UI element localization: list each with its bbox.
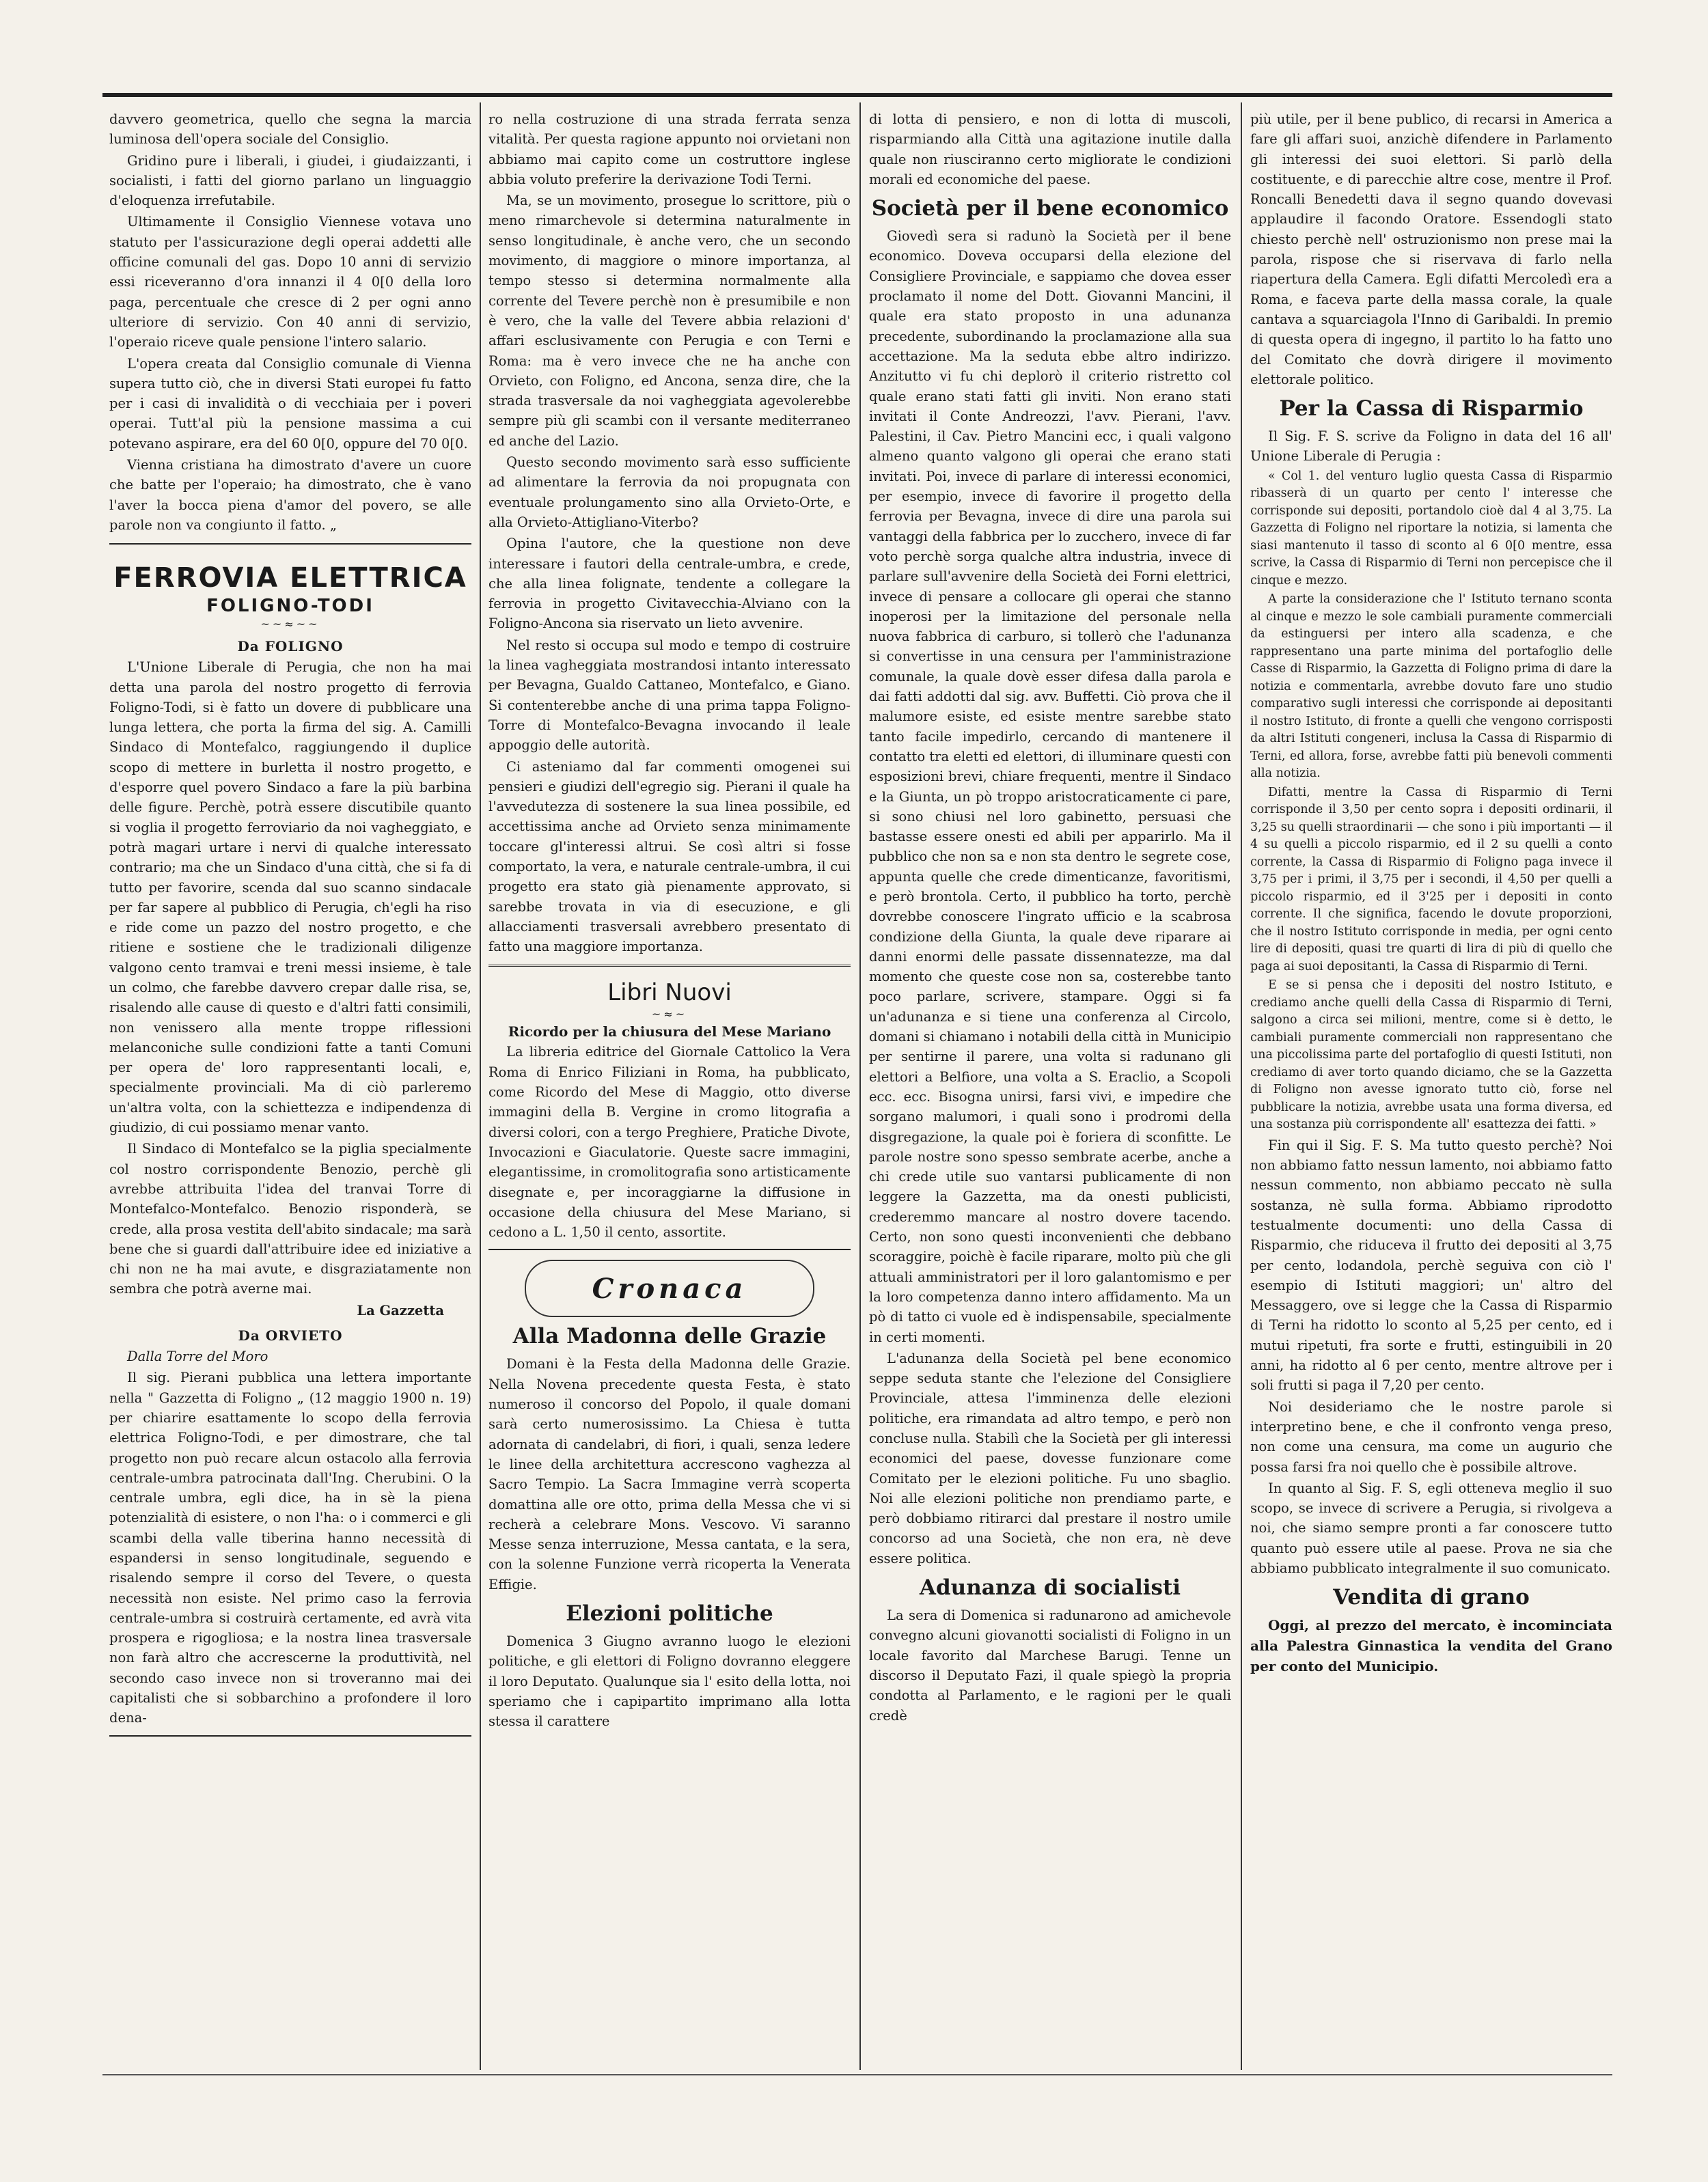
dateline-orvieto: Da ORVIETO (238, 1327, 343, 1344)
column-4 (1250, 109, 1612, 2063)
quoted-paragraph: Difatti, mentre la Cassa di Risparmio di Terni corrisponde il 3,50 per cento sopra i depositi ordinarii, il 3,25 su quelli straordinarii — che sono i più importanti — il 4 su quelli a piccolo risparmio, ed il 2 su quelli a conto corrente, la Cassa di Risparmio di Foligno paga invece il 3,75 per i primi, il 3,75 per i secondi, il 4,50 per quelli a piccolo risparmio, ed il 3'25 per i depositi in conto corrente. Il che significa, facendo le dovute proporzioni, che il nostro Istituto corrisponde in media, per ogni cento lire di depositi, quasi tre quarti di lira di più di quello che paga ai suoi depositanti, la Cassa di Risparmio di Terni. (1250, 785, 1612, 973)
paragraph: Questo secondo movimento sarà esso sufficiente ad alimentare la ferrovia da noi propugnata con eventuale prolungamento sino alla Orvieto-Orte, e alla Orvieto-Attigliano-Viterbo? (488, 454, 851, 530)
paragraph: Il sig. Pierani pubblica una lettera importante nella " Gazzetta di Foligno „ (12 maggio 1900 n. 19) per chiarire esattamente lo scopo della ferrovia elettrica Foligno-Todi, e per dimostrare, che tal progetto non può recare alcun ostacolo alla ferrovia centrale-umbra patrocinata dall'Ing. Cherubini. O la centrale umbra, egli dice, ha in sè la piena potenzialità di esistere, o non l'ha: o i commerci e gli scambi della valle tiberina hanno necessità di espandersi in senso longitudinale, seguendo e risalendo sempre il corso del Tevere, o questa necessità non esiste. Nel primo caso la ferrovia centrale-umbra si costruirà certamente, ed avrà vita prospera e rigogliosa; e la nostra linea trasversale non farà altro che accrescerne la produttività, nel secondo caso invece non si troveranno mai dei capitalisti che si sobbarchino a profondere il loro dena- (109, 1370, 471, 1726)
article-ferrovia (109, 543, 471, 1736)
paragraph: In quanto al Sig. F. S, egli otteneva meglio il suo scopo, se invece di scrivere a Perugia, si rivolgeva a noi, che siamo sempre pronti a far conoscere tutto quanto può essere utile al paese. Prova ne sia che abbiamo pubblicato integralmente il suo comunicato. (1250, 1480, 1612, 1576)
paragraph: Gridino pure i liberali, i giudei, i giudaizzanti, i socialisti, i fatti del giorno parlano un linguaggio d'eloquenza irrefutabile. (109, 152, 471, 209)
paragraph: Ma, se un movimento, prosegue lo scrittore, più o meno rimarchevole si determina naturalmente in senso longitudinale, è anche vero, che un secondo movimento, di maggiore o minore importanza, al tempo stesso si determina normalmente alla corrente del Tevere perchè non è presumibile e non è vero, che la valle del Tevere abbia relazioni d' affari esclusivamente con Perugia e con Terni e Roma: ma è vero invece che ne ha anche con Orvieto, con Foligno, ed Ancona, senza dire, che la strada trasversale da noi vagheggiata agevolerebbe sempre più gli scambi con il versante mediterraneo ed anche del Lazio. (488, 193, 851, 449)
signature: La Gazzetta (357, 1302, 444, 1318)
headline-madonna: Alla Madonna delle Grazie (512, 1324, 827, 1349)
dateline-foligno: Da FOLIGNO (237, 638, 344, 655)
paragraph: Oggi, al prezzo del mercato, è incominciata alla Palestra Ginnastica la vendita del Grano per conto del Municipio. (1250, 1617, 1612, 1675)
paragraph: Nel resto si occupa sul modo e tempo di costruire la linea vagheggiata mostrandosi intanto interessato per Bevagna, Gualdo Cattaneo, Montefalco, e Giano. Si contenterebbe anche di una prima tappa Foligno-Torre di Montefalco-Bevagna invocando il leale appoggio delle autorità. (488, 637, 851, 754)
subtitle-torre: Dalla Torre del Moro (127, 1349, 268, 1365)
headline-vendita: Vendita di grano (1333, 1585, 1530, 1610)
paragraph: Il Sig. F. S. scrive da Foligno in data del 16 all' Unione Liberale di Perugia : (1250, 428, 1612, 465)
paragraph: Opina l'autore, che la questione non deve interessare i fautori della centrale-umbra, e crede, che alla linea folignate, tendente a collegare la ferrovia in progetto Civitavecchia-Alviano con la Foligno-Ancona sia riservato un lieto avvenire. (488, 536, 851, 632)
bottom-rule (102, 2074, 1612, 2075)
top-rule (102, 93, 1612, 97)
paragraph: Vienna cristiana ha dimostrato d'avere un cuore che batte per l'operaio; ha dimostrato, che è vano l'aver la bocca piena d'amor del povero, se alle parole non va congiunto il fatto. „ (109, 457, 471, 533)
headline-adunanza: Adunanza di socialisti (919, 1575, 1181, 1601)
paragraph: davvero geometrica, quello che segna la marcia luminosa dell'opera sociale del Consiglio. (109, 111, 471, 148)
paragraph: Il Sindaco di Montefalco se la piglia specialmente col nostro corrispondente Benozio, perchè gli avrebbe attribuita l'idea del tranvai Torre di Montefalco-Montefalco. Benozio risponderà, se crede, alla prosa vestita dell'abito sindacale; ma sarà bene che si guardi dall'attribuire idee ed iniziative a chi non ne ha mai avute, e disgraziatamente non sembra che potrà averne mai. (109, 1141, 471, 1297)
column-2 (488, 109, 851, 2063)
ornament-divider: ~~≈~~ (260, 618, 320, 631)
column-3 (869, 109, 1231, 2063)
column-1 (109, 109, 471, 2063)
paragraph: ro nella costruzione di una strada ferrata senza vitalità. Per questa ragione appunto noi orvietani non abbiamo mai capito come un costruttore inglese abbia voluto preferire la derivazione Todi Terni. (488, 111, 851, 187)
article-libri (488, 965, 851, 1250)
quoted-paragraph: « Col 1. del venturo luglio questa Cassa di Risparmio ribasserà di un quarto per cento l' interesse che corrisponde sui depositi, portandolo cioè dal 4 al 3,75. La Gazzetta di Foligno nel riportare la notizia, si lamenta che siasi mantenuto il tasso di sconto al 6 0[0 mentre, essa scrive, la Cassa di Risparmio di Terni non percepisce che il cinque e mezzo. (1250, 469, 1612, 588)
paragraph: L'Unione Liberale di Perugia, che non ha mai detta una parola del nostro progetto di ferrovia Foligno-Todi, si è fatto un dovere di pubblicare una lunga lettera, che porta la firma del sig. A. Camilli Sindaco di Montefalco, raggiungendo il duplice scopo di mettere in burletta il nostro progetto, e d'esporre quel povero Sindaco a fare la più barbina delle figure. Perchè, potrà essere discutibile quanto si voglia il progetto ferroviario da noi vagheggiato, e potrà magari urtare i nervi di qualche interessato contrario; ma che un Sindaco d'una città, che si fa di tutto per favorire, scenda dal suo scanno sindacale per far sapere al pubblico di Perugia, ch'egli ha riso e ride come un pazzo del nostro progetto, e che ritiene e sostiene che le tradizionali diligenze valgono cento tramvai e treni messi insieme, è tale un colmo, che farebbe davvero crepar dalle risa, se, risalendo alle cause di questo e d'altri fatti consimili, non venissero alla mente troppe riflessioni melanconiche sulle condizioni fatte a tanti Comuni per opera de' loro rappresentanti locali, e, specialmente provinciali. Ma di ciò parleremo un'altra volta, con la schiettezza e indipendenza di giudizio, di cui possiamo menar vanto. (109, 659, 471, 1136)
paragraph: Domenica 3 Giugno avranno luogo le elezioni politiche, e gli elettori di Foligno dovranno eleggere il loro Deputato. Qualunque sia l' esito della lotta, noi speriamo che i capipartito imprimano alla lotta stessa il carattere (488, 1633, 851, 1730)
subheadline-ricordo: Ricordo per la chiusura del Mese Mariano (508, 1023, 831, 1040)
quoted-paragraph: A parte la considerazione che l' Istituto ternano sconta al cinque e mezzo le sole cambiali puramente commerciali da estinguersi per intero alla scadenza, e che rappresentano una parte minima del portafoglio delle Casse di Risparmio, la Gazzetta di Foligno prima di dare la notizia e commentarla, avrebbe dovuto fare uno studio comparativo sugli interessi che corrisponde ai depositanti il nostro Istituto, di fronte a quelli che vengono corrisposti da altri Istituti congeneri, inclusa la Cassa di Risparmio di Terni, ed allora, forse, avrebbe fatti più benevoli commenti alla notizia. (1250, 592, 1612, 781)
paragraph: L'opera creata dal Consiglio comunale di Vienna supera tutto ciò, che in diversi Stati europei fu fatto per i casi di invalidità o di vecchiaia per i poveri operai. Tutt'al più la pensione massima a cui potevano aspirare, era del 60 0[0, oppure del 70 0[0. (109, 355, 471, 452)
column-divider (1241, 102, 1242, 2070)
paragraph: Ultimamente il Consiglio Viennese votava uno statuto per l'assicurazione degli operai addetti alle officine comunali del gas. Dopo 10 anni di servizio essi riceveranno d'ora innanzi il 4 0[0 della loro paga, percentuale che cresce di 2 per ogni anno ulteriore di servizio. Con 40 anni di servizio, l'operaio riceve quale pensione l'intero salario. (109, 214, 471, 350)
paragraph: L'adunanza della Società pel bene economico seppe seduta stante che l'elezione del Consigliere Provinciale, attesa l'imminenza delle elezioni politiche, era rimandata ad altro tempo, e però non concluse nulla. Stabilì che la Società per gli interessi economici del paese, dovesse funzionare come Comitato per le elezioni politiche. Fu uno sbaglio. Noi alle elezioni politiche non prendiamo parte, e però dobbiamo ritirarci dal prestare il nostro umile concorso ad una Società, che non era, nè deve essere politica. (869, 1350, 1231, 1566)
paragraph: La libreria editrice del Giornale Cattolico la Vera Roma di Enrico Filiziani in Roma, ha pubblicato, come Ricordo del Mese di Maggio, otto diverse immagini della B. Vergine in cromo litografia a diversi colori, con a tergo Preghiere, Pratiche Divote, Invocazioni e Giaculatorie. Queste sacre immagini, elegantissime, in cromolitografia sono artisticamente disegnate e, per incoraggiarne la diffusione in occasione della chiusura del Mese Mariano, si cedono a L. 1,50 il cento, assortite. (488, 1044, 851, 1241)
paragraph: La sera di Domenica si radunarono ad amichevole convegno alcuni giovanotti socialisti di Foligno in un locale favorito dal Marchese Barugi. Tenne un discorso il Deputato Fazi, il quale spiegò la propria condotta al Parlamento, e le ragioni per le quali credè (869, 1607, 1231, 1724)
paragraph: Noi desideriamo che le nostre parole si interpretino bene, e che il confronto venga preso, non come una censura, ma come un augurio che possa farsi fra noi quello che è possibile altrove. (1250, 1398, 1612, 1475)
column-divider (480, 102, 481, 2070)
subheadline-foligno-todi: FOLIGNO-TODI (206, 596, 374, 617)
ornament-divider: ~≈~ (651, 1008, 688, 1021)
paragraph: di lotta di pensiero, e non di lotta di muscoli, risparmiando alla Città una agitazione inutile dalla quale non riusciranno certo migliorate le condizioni morali ed economiche del paese. (869, 111, 1231, 187)
paragraph: Domani è la Festa della Madonna delle Grazie. Nella Novena precedente questa Festa, è stato numeroso il concorso del Popolo, il quale domani sarà certo numerosissimo. La Chiesa è tutta adornata di candelabri, di fiori, i quali, senza ledere le linee della architettura accrescono vaghezza al Sacro Tempio. La Sacra Immagine verrà scoperta domattina alle ore otto, prima della Messa che vi si recherà a celebrare Mons. Vescovo. Vi saranno Messe senza interruzione, Messa cantata, e la sera, con la solenne Funzione verrà ricoperta la Venerata Effigie. (488, 1356, 851, 1592)
cronaca-banner: Cronaca (525, 1260, 814, 1317)
paragraph: Giovedì sera si radunò la Società per il bene economico. Doveva occuparsi della elezione del Consigliere Provinciale, e sappiamo che dovea esser proclamato il nome del Dott. Giovanni Mancini, il quale era stato proposto in una adunanza precedente, subordinando la proclamazione alla sua accettazione. Ma la seduta ebbe altro indirizzo. Anzitutto vi fu chi deplorò il criterio ristretto col quale erano stati fatti gli inviti. Non erano stati invitati il Conte Andreozzi, l'avv. Pierani, l'avv. Palestini, il Cav. Pietro Mancini ecc, i quali valgono almeno quanto valgono gli operai che erano stati invitati. Poi, invece di parlare di interessi economici, per esempio, invece di favorire il progetto della ferrovia per Bevagna, invece di dire una parola sui vantaggi della fabbrica per lo zucchero, invece di far voto perchè sorga qualche altra industria, invece di parlare sull'avvenire della Società dei Forni elettrici, invece di pensare a collocare gli operai che stanno inoperosi per la limitazione del personale nella nuova fabbrica di carburo, si tollerò che l'adunanza si convertisse in una censura per l'amministrazione comunale, la quale dovè esser difesa dalla parola e dai fatti addotti dal sig. avv. Buffetti. Ciò prova che il malumore esiste, ed esiste mentre sarebbe stato tanto facile impedirlo, cercando di mantenere il contatto tra eletti ed elettori, di illuminare questi con esposizioni brevi, chiare frequenti, mentre il Sindaco e la Giunta, un pò troppo aristocraticamente ci pare, si sono chiusi nel loro gabinetto, persuasi che bastasse essere onesti ed abili per apparirlo. Ma il pubblico che non sa e non sta dentro le segrete cose, appunta quelle che crede dimenticanze, favoritismi, e però brontola. Certo, il pubblico ha torto, perchè dovrebbe conoscere l'ingrato ufficio e la scabrosa condizione della Giunta, la quale deve riparare ai danni enormi delle passate dissennatezze, ma dal momento che queste cose non sa, costerebbe tanto poco parlare, scrivere, stampare. Oggi si fa un'adunanza e si tiene una conferenza al Circolo, domani si chiamano i notabili della città in Municipio per sentirne il parere, una volta si radunano gli elettori a Belfiore, una volta a S. Eraclio, a Scopoli ecc. ecc. Bisogna unirsi, farsi vivi, e impedire che sorgano malumori, i quali sono i prodromi della disgregazione, la quale poi è foriera di sconfitte. Le parole nostre sono spesso sembrate acerbe, anche a chi crede utile suo vantarsi publicamente di non leggere la Gazzetta, ma da onesti publicisti, crederemmo mancare al nostro dovere tacendo. Certo, non sono questi inconvenienti che debbano scoraggire, poichè è facile riparare, molto più che gli attuali amministratori per il loro galantomismo e per la loro competenza danno intero affidamento. Ma un pò di tatto ci vuole ed è indispensabile, specialmente in certi momenti. (869, 228, 1231, 1345)
headline-ferrovia: FERROVIA ELETTRICA (113, 562, 467, 594)
paragraph: più utile, per il bene publico, di recarsi in America a fare gli affari suoi, anzichè difendere in Parlamento gli interessi dei suoi elettori. Si parlò della costituente, e di parecchie altre cose, mentre il Prof. Roncalli Benedetti dava il segno quando dovevasi applaudire il facondo Oratore. Essendogli stato chiesto perchè nell' ostruzionismo non prese mai la parola, rispose che si riservava di farlo nella riapertura della Camera. Egli difatti Mercoledì era a Roma, e faceva parte della massa corale, la quale cantava a squarciagola l'Inno di Garibaldi. In premio di questa opera di ingegno, il partito lo ha fatto uno del Comitato che dovrà dirigere il movimento elettorale politico. (1250, 111, 1612, 387)
column-divider (859, 102, 861, 2070)
quoted-paragraph: E se si pensa che i depositi del nostro Istituto, e crediamo anche quelli della Cassa di Risparmio di Terni, salgono a circa sei milioni, mentre, come si è detto, le cambiali puramente commerciali non rappresentano che una piccolissima parte del portafoglio di questi Istituti, non crediamo di aver torto quando diciamo, che se la Gazzetta di Foligno non avesse ignorato tutto ciò, forse nel pubblicare la notizia, avrebbe usata una forma diversa, ed una sostanza più corrispondente all' esattezza dei fatti. » (1250, 978, 1612, 1132)
headline-elezioni: Elezioni politiche (566, 1601, 773, 1626)
headline-cassa: Per la Cassa di Risparmio (1279, 396, 1584, 422)
paragraph: Fin qui il Sig. F. S. Ma tutto questo perchè? Noi non abbiamo fatto nessun lamento, noi abbiamo fatto nessun commento, non abbiamo peccato nè sulla sostanza, nè sulla forma. Abbiamo riprodotto testualmente documenti: uno della Cassa di Risparmio, che riduceva il frutto dei depositi al 3,75 per cento, lodandola, perchè seguiva con ciò l' esempio di Istituti maggiori; un' altro del Messaggero, ove si legge che la Cassa di Risparmio di Terni ha ridotto lo sconto al 5,25 per cento, ed i mutui ripetuti, fra sorte e frutti, estinguibili in 20 anni, ha ridotto al 6 per cento, mentre altrove per i soli frutti si paga il 7,20 per cento. (1250, 1137, 1612, 1394)
headline-libri: Libri Nuovi (607, 979, 732, 1007)
headline-societa: Società per il bene economico (871, 196, 1229, 221)
paragraph: Ci asteniamo dal far commenti omogenei sui pensieri e giudizi dell'egregio sig. Pierani il quale ha l'avvedutezza di sostenere la sua linea possibile, ed accettissima anche ad Orvieto senza minimamente toccare gl'interessi altrui. Se così altri si fosse comportato, la vera, e naturale centrale-umbra, il cui progetto era stato già pienamente approvato, si sarebbe trovata in via di esecuzione, e gli allacciamenti trasversali avrebbero presentato di fatto una maggiore importanza. (488, 758, 851, 955)
